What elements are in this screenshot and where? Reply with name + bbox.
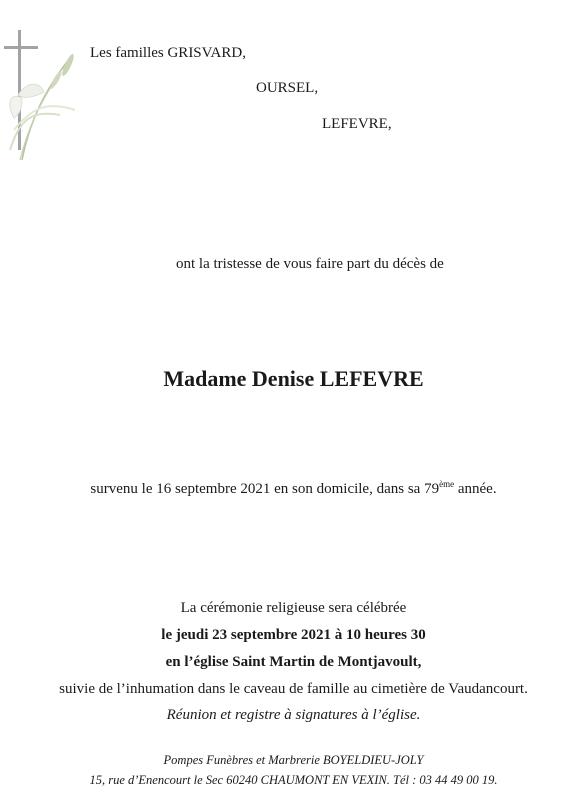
ceremony-date: le jeudi 23 septembre 2021 à 10 heures 30 [161, 627, 426, 643]
funeral-address: 15, rue d’Enencourt le Sec 60240 CHAUMONT EN VEXIN. Tél : 03 44 49 00 19. [89, 773, 498, 787]
reception-note: Réunion et registre à signatures à l’église. [166, 707, 421, 723]
death-text-after: année. [454, 481, 497, 497]
ceremony-intro: La cérémonie religieuse sera célébrée [180, 600, 407, 616]
cross-with-wheat-and-lily-icon [0, 0, 90, 180]
burial-details: suivie de l’inhumation dans le caveau de famille au cimetière de Vaudancourt. [59, 681, 528, 697]
death-superscript: ème [439, 479, 455, 489]
announcement-text: ont la tristesse de vous faire part du décès de [176, 256, 444, 272]
family-grisvard: Les familles GRISVARD, [90, 45, 246, 61]
ceremony-place: en l’église Saint Martin de Montjavoult, [165, 654, 422, 670]
death-details [0, 481, 587, 498]
death-text-before: survenu le 16 septembre 2021 en son domicile, dans sa 79 [90, 481, 440, 497]
deceased-name: Madame Denise LEFEVRE [163, 366, 424, 391]
family-oursel: OURSEL, [256, 80, 319, 96]
family-lefevre: LEFEVRE, [322, 116, 392, 132]
funeral-company: Pompes Funèbres et Marbrerie BOYELDIEU-JOLY [163, 753, 424, 767]
